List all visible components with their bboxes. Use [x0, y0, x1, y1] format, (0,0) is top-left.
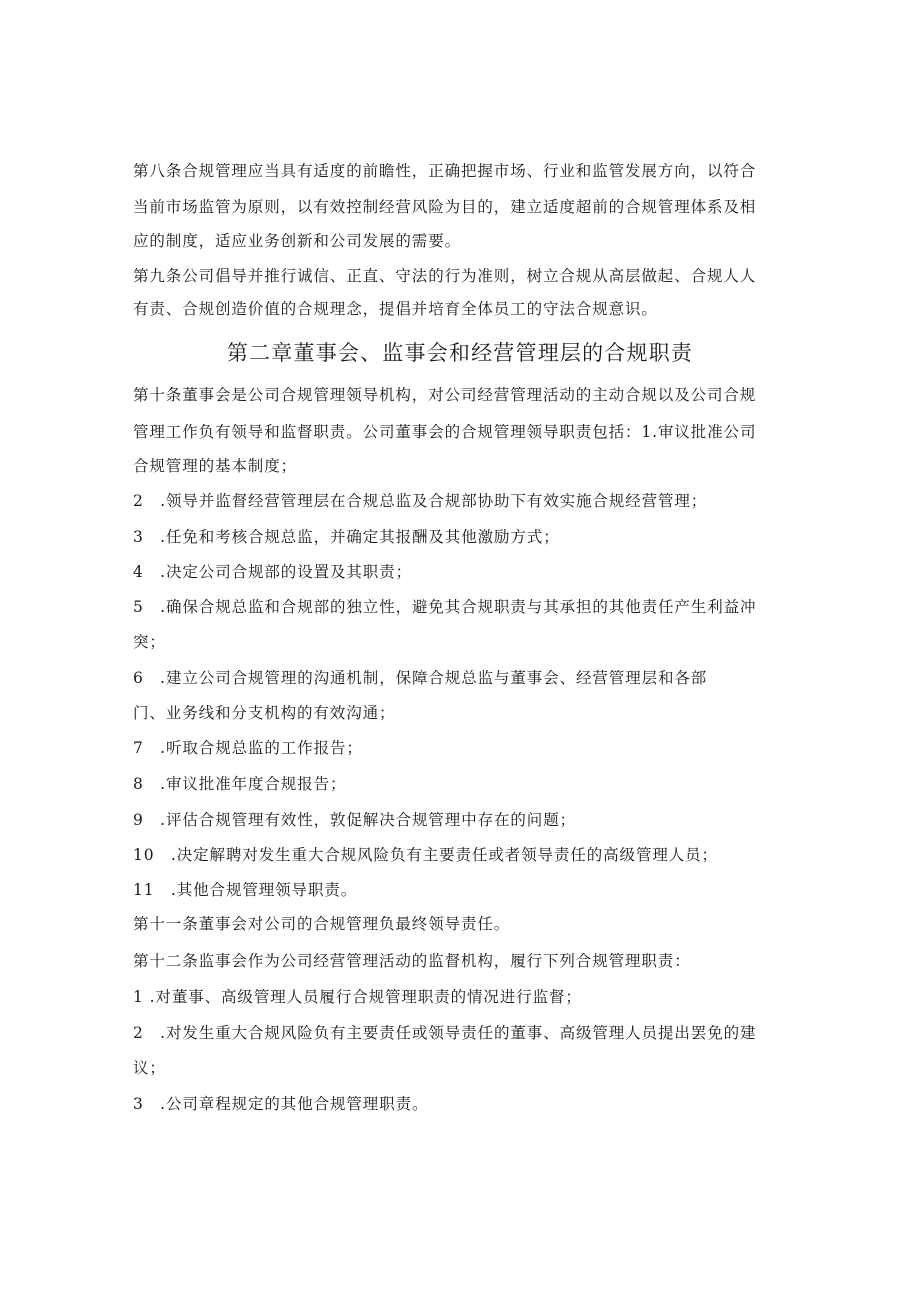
list-item-11: 11 .其他合规管理领导职责。 [133, 881, 358, 899]
article-12-item-2-line-1: 2 .对发生重大合规风险负有主要责任或领导责任的董事、高级管理人员提出罢免的建 [133, 1024, 757, 1042]
list-item-6-line-2: 门、业务线和分支机构的有效沟通； [133, 704, 396, 722]
article-12: 第十二条监事会作为公司经营管理活动的监督机构，履行下列合规管理职责： [133, 952, 691, 970]
article-11: 第十一条董事会对公司的合规管理负最终领导责任。 [133, 915, 511, 933]
list-item-8: 8 .审议批准年度合规报告； [133, 775, 347, 793]
chapter-heading: 第二章董事会、监事会和经营管理层的合规职责 [226, 341, 694, 365]
article-9-line-1: 第九条公司倡导并推行诚信、正直、守法的行为准则，树立合规从高层做起、合规人人 [133, 267, 757, 285]
list-item-3: 3 .任免和考核合规总监，并确定其报酬及其他激励方式； [133, 528, 560, 546]
article-8-line-2: 当前市场监管为原则，以有效控制经营风险为目的，建立适度超前的合规管理体系及相 [133, 198, 757, 216]
article-12-item-2-line-2: 议； [133, 1059, 166, 1077]
list-item-10: 10 .决定解聘对发生重大合规风险负有主要责任或者领导责任的高级管理人员； [133, 846, 718, 864]
list-item-2: 2 .领导并监督经营管理层在合规总监及合规部协助下有效实施合规经营管理； [133, 492, 708, 510]
article-12-item-1: 1 .对董事、高级管理人员履行合规管理职责的情况进行监督； [133, 988, 582, 1006]
article-8-line-3: 应的制度，适应业务创新和公司发展的需要。 [133, 232, 462, 250]
list-item-4: 4 .决定公司合规部的设置及其职责； [133, 563, 412, 581]
list-item-5-line-1: 5 .确保合规总监和合规部的独立性，避免其合规职责与其承担的其他责任产生利益冲 [133, 598, 757, 616]
article-9-line-2: 有责、合规创造价值的合规理念，提倡并培育全体员工的守法合规意识。 [133, 300, 658, 318]
list-item-9: 9 .评估合规管理有效性，敦促解决合规管理中存在的问题； [133, 811, 576, 829]
article-8-line-1: 第八条合规管理应当具有适度的前瞻性，正确把握市场、行业和监管发展方向，以符合 [133, 162, 757, 180]
article-12-item-3: 3 .公司章程规定的其他合规管理职责。 [133, 1095, 429, 1113]
article-10-line-3: 合规管理的基本制度； [133, 457, 298, 475]
list-item-6-line-1: 6 .建立公司合规管理的沟通机制，保障合规总监与董事会、经营管理层和各部 [133, 669, 708, 687]
list-item-5-line-2: 突； [133, 633, 166, 651]
list-item-7: 7 .听取合规总监的工作报告； [133, 739, 363, 757]
article-10-line-1: 第十条董事会是公司合规管理领导机构，对公司经营管理活动的主动合规以及公司合规 [133, 386, 757, 404]
article-10-line-2: 管理工作负有领导和监督职责。公司董事会的合规管理领导职责包括：1.审议批准公司 [133, 423, 757, 441]
